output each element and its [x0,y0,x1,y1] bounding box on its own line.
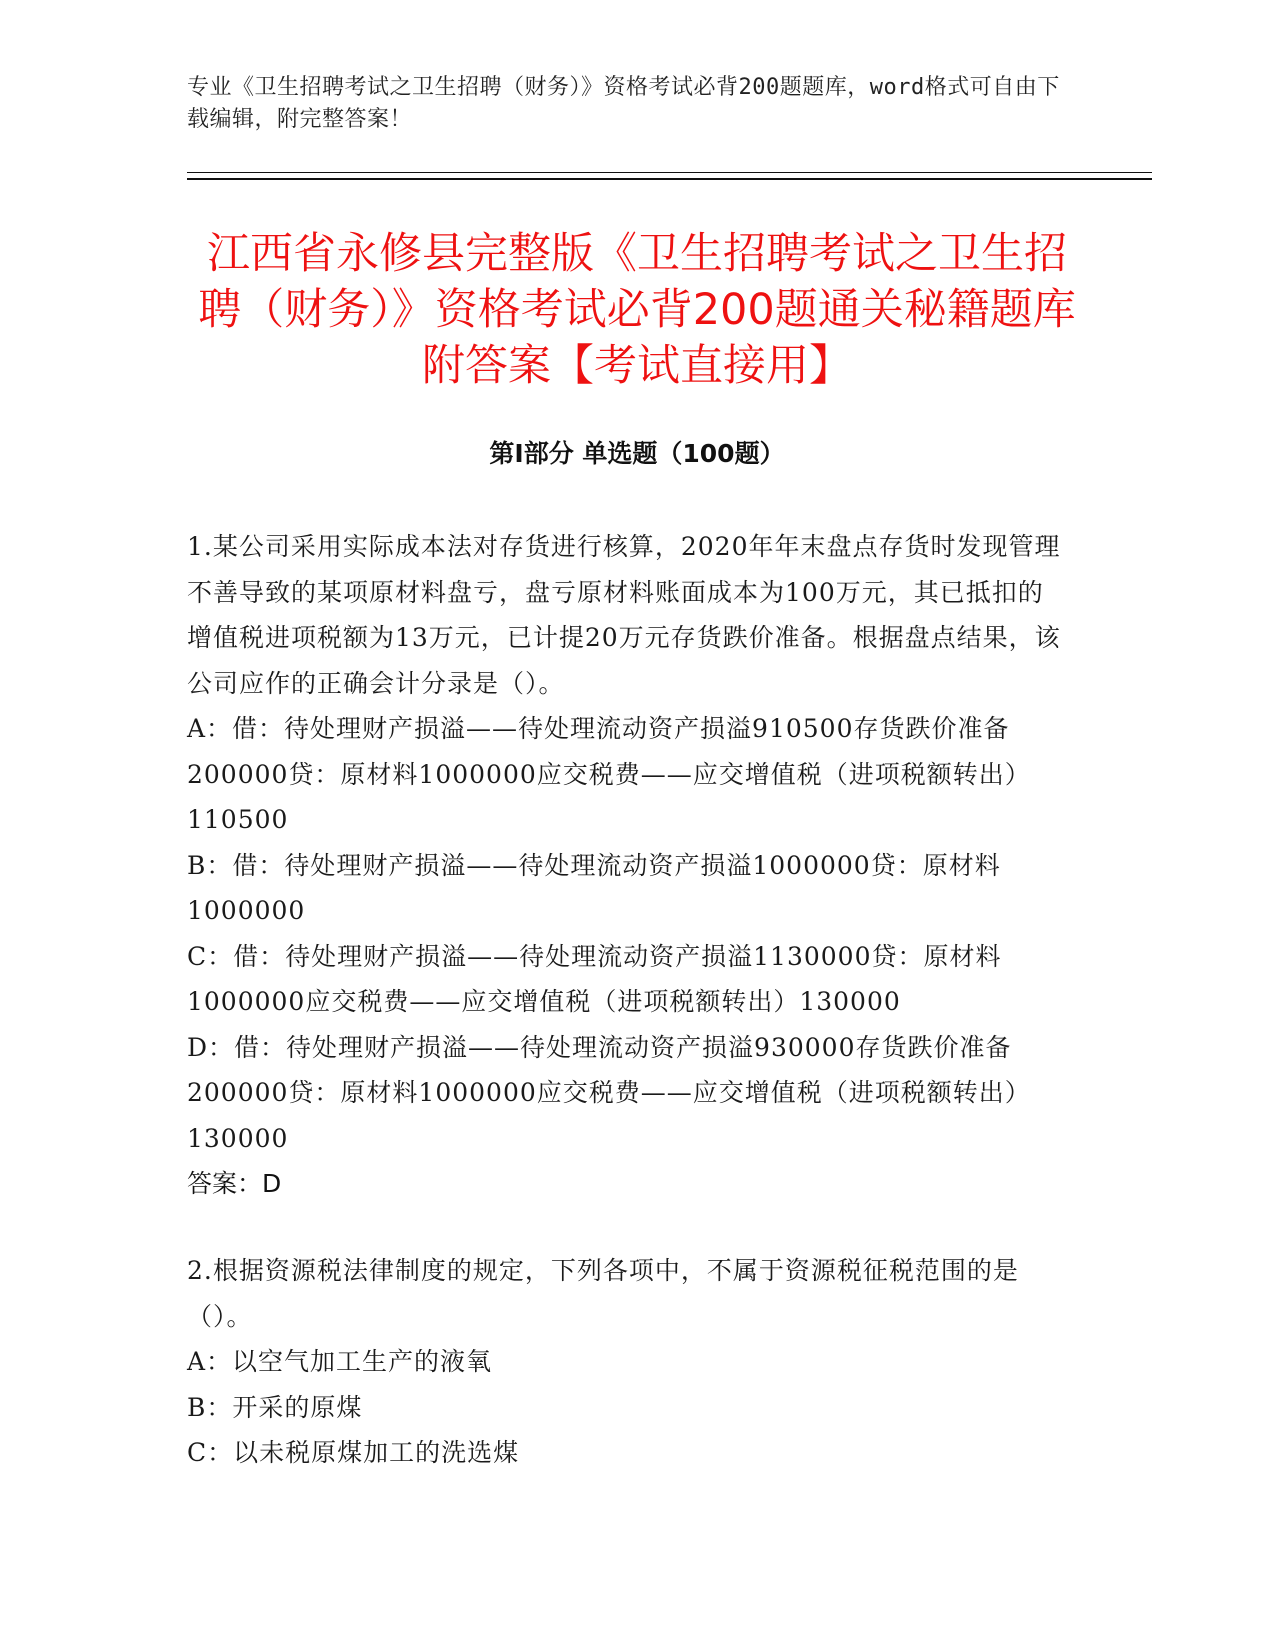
option-a: A：以空气加工生产的液氧 [187,1347,493,1376]
option-c: C：借：待处理财产损溢——待处理流动资产损溢1130000贷：原材料1000000应交税费——应交增值税（进项税额转出）130000 [187,941,1002,1016]
header-note: 专业《卫生招聘考试之卫生招聘（财务）》资格考试必背200题题库，word格式可自由下载编辑，附完整答案！ [187,75,1060,132]
option-d: D：借：待处理财产损溢——待处理流动资产损溢930000存货跌价准备200000贷：原材料1000000应交税费——应交增值税（进项税额转出）130000 [187,1032,1031,1153]
question-1 [187,524,1067,1207]
header-divider-thin [187,172,1152,173]
question-stem: 1.某公司采用实际成本法对存货进行核算，2020年年末盘点存货时发现管理不善导致的某项原材料盘亏，盘亏原材料账面成本为100万元，其已抵扣的增值税进项税额为13万元，已计提20万元存货跌价准备。根据盘点结果，该公司应作的正确会计分录是（）。 [187,532,1061,698]
answer-text: 答案：D [187,1169,282,1198]
question-stem: 2.根据资源税法律制度的规定，下列各项中，不属于资源税征税范围的是（）。 [187,1256,1019,1331]
document-title: 江西省永修县完整版《卫生招聘考试之卫生招聘（财务）》资格考试必背200题通关秘籍题库附答案【考试直接用】 [198,229,1076,391]
option-b: B：开采的原煤 [187,1392,363,1422]
header-divider-thick [187,178,1152,180]
option-b: B：借：待处理财产损溢——待处理流动资产损溢1000000贷：原材料1000000 [187,850,1001,925]
option-a: A：借：待处理财产损溢——待处理流动资产损溢910500存货跌价准备200000贷：原材料1000000应交税费——应交增值税（进项税额转出）110500 [187,714,1031,834]
option-c: C：以未税原煤加工的洗选煤 [187,1438,520,1467]
section-heading: 第Ⅰ部分 单选题（100题） [489,439,785,468]
question-2 [187,1248,1067,1476]
